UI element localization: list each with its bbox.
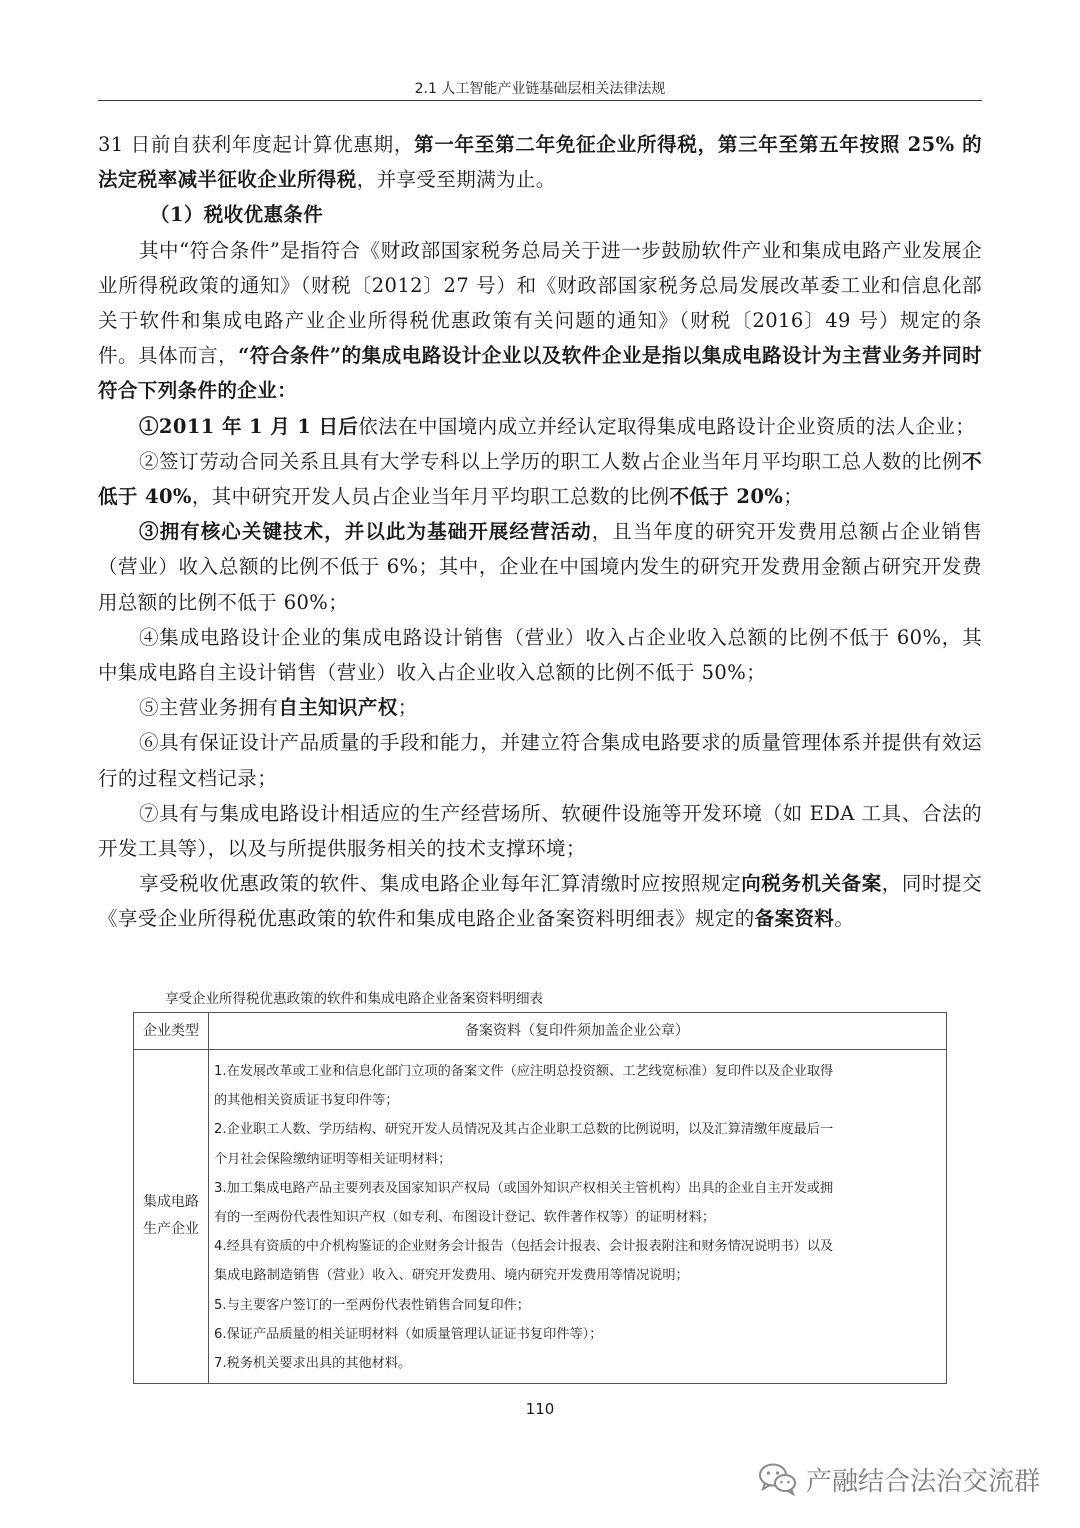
bold-run: “符合条件”的集成电路设计企业以及软件企业是指以集成电路设计为主营业务并同时符合下列条件的企业： xyxy=(98,344,982,403)
material-line: 4.经具有资质的中介机构鉴证的企业财务会计报告（包括会计报表、会计报表附注和财务情况说明书）以及 xyxy=(214,1239,834,1255)
table-header-type: 企业类型 xyxy=(143,1023,199,1039)
text-run: ； xyxy=(783,485,804,509)
type-line: 生产企业 xyxy=(143,1221,199,1237)
text-run: ⑤主营业务拥有 xyxy=(139,696,279,720)
material-line: 1.在发展改革或工业和信息化部门立项的备案文件（应注明总投资额、工艺线宽标准）复印件以及企业取得 xyxy=(214,1064,834,1079)
body-text xyxy=(98,127,982,937)
text-run: 依法在中国境内成立并经认定取得集成电路设计企业资质的法人企业； xyxy=(358,414,976,438)
condition-5 xyxy=(98,690,982,725)
text-run: ②签订劳动合同关系且具有大学专科以上学历的职工人数占企业当年月平均职工总人数的比例 xyxy=(139,449,963,473)
bold-run: 自主知识产权 xyxy=(278,696,398,720)
text-run: ，并享受至期满为止。 xyxy=(356,168,556,192)
table-title: 享受企业所得税优惠政策的软件和集成电路企业备案资料明细表 xyxy=(165,991,543,1007)
material-line: 3.加工集成电路产品主要列表及国家知识产权局（或国外知识产权相关主管机构）出具的企业自主开发或拥 xyxy=(214,1180,834,1196)
watermark xyxy=(758,1459,1040,1499)
bold-run: ③拥有核心关键技术，并以此为基础开展经营活动 xyxy=(139,520,592,544)
running-header: 2.1 人工智能产业链基础层相关法律法规 xyxy=(414,81,666,97)
condition-3 xyxy=(98,514,982,620)
material-line: 有的一至两份代表性知识产权（如专利、布图设计登记、软件著作权等）的证明材料； xyxy=(214,1210,716,1226)
text-run: 31 日前自获利年度起计算优惠期， xyxy=(98,133,415,156)
material-line: 5.与主要客户签订的一至两份代表性销售合同复印件； xyxy=(214,1297,530,1313)
condition-2 xyxy=(98,444,982,514)
page-number: 110 xyxy=(525,1400,555,1418)
text-run: 享受税收优惠政策的软件、集成电路企业每年汇算清缴时应按照规定 xyxy=(139,872,742,896)
table-column-divider xyxy=(208,1013,209,1383)
condition-1 xyxy=(98,409,982,444)
material-line: 6.保证产品质量的相关证明材料（如质量管理认证证书复印件等）； xyxy=(214,1326,603,1342)
table-row-divider xyxy=(134,1049,946,1050)
text-run: ，且当年度的研究开发费用总额占企业销售（营业）收入总额的比例不低于 6%；其中，企业在中国境内发生的研究开发费用金额占研究开发费用总额的比例不低于 60%； xyxy=(98,520,982,614)
bold-run: 不低于 20% xyxy=(669,485,784,509)
text-run: 其中“符合条件”是指符合《财政部国家税务总局关于进一步鼓励软件产业和集成电路产业发展企业所得税政策的通知》（财税〔2012〕27 号）和《财政部国家税务总局发展改革委工业和信息化部关于软件和集成电路产业企业所得税优惠政策有关问题的通知》（财税〔2016〕49 号）规定的条件。具体而言， xyxy=(98,238,982,368)
condition-6: ⑥具有保证设计产品质量的手段和能力，并建立符合集成电路要求的质量管理体系并提供有效运行的过程文档记录； xyxy=(98,731,982,790)
condition-4: ④集成电路设计企业的集成电路设计销售（营业）收入占企业收入总额的比例不低于 60%，其中集成电路自主设计销售（营业）收入占企业收入总额的比例不低于 50%； xyxy=(98,625,982,685)
material-line: 集成电路制造销售（营业）收入、研究开发费用、境内研究开发费用等情况说明； xyxy=(214,1268,689,1284)
table-header-materials: 备案资料（复印件须加盖企业公章） xyxy=(465,1023,689,1039)
wechat-icon xyxy=(758,1462,798,1496)
text-run: ，其中研究开发人员占企业当年月平均职工总数的比例 xyxy=(191,485,670,509)
paragraph-tax-period xyxy=(98,127,982,197)
header-rule xyxy=(98,100,982,101)
paragraph-filing xyxy=(98,866,982,936)
watermark-text: 产融结合法治交流群 xyxy=(806,1466,1041,1497)
material-line: 个月社会保险缴纳证明等相关证明材料； xyxy=(214,1151,452,1167)
text-run: 。 xyxy=(834,907,855,931)
material-line: 2.企业职工人数、学历结构、研究开发人员情况及其占企业职工总数的比例说明，以及汇算清缴年度最后一 xyxy=(214,1122,834,1138)
table-cell-enterprise-type xyxy=(138,1189,204,1243)
paragraph-conditions-intro xyxy=(98,233,982,409)
filing-materials-table xyxy=(133,1012,947,1384)
material-line: 的其他相关资质证书复印件等； xyxy=(214,1093,399,1109)
text-run: ，同时提交《享受企业所得税优惠政策的软件和集成电路企业备案资料明细表》规定的 xyxy=(98,872,982,931)
condition-7: ⑦具有与集成电路设计相适应的生产经营场所、软硬件设施等开发环境（如 EDA 工具、合法的开发工具等），以及与所提供服务相关的技术支撑环境； xyxy=(98,801,982,861)
material-line: 7.税务机关要求出具的其他材料。 xyxy=(214,1356,412,1372)
section-heading: （1）税收优惠条件 xyxy=(150,203,324,227)
text-run: ； xyxy=(397,696,418,720)
type-line: 集成电路 xyxy=(143,1194,199,1210)
bold-run: ①2011 年 1 月 1 日后 xyxy=(139,414,359,438)
bold-run: 向税务机关备案 xyxy=(741,872,882,896)
table-cell-materials xyxy=(214,1057,934,1378)
bold-run: 备案资料 xyxy=(754,907,835,931)
bold-run: 不低于 40% xyxy=(98,449,982,509)
bold-run: 第一年至第二年免征企业所得税，第三年至第五年按照 25% 的法定税率减半征收企业所得税 xyxy=(98,133,982,192)
